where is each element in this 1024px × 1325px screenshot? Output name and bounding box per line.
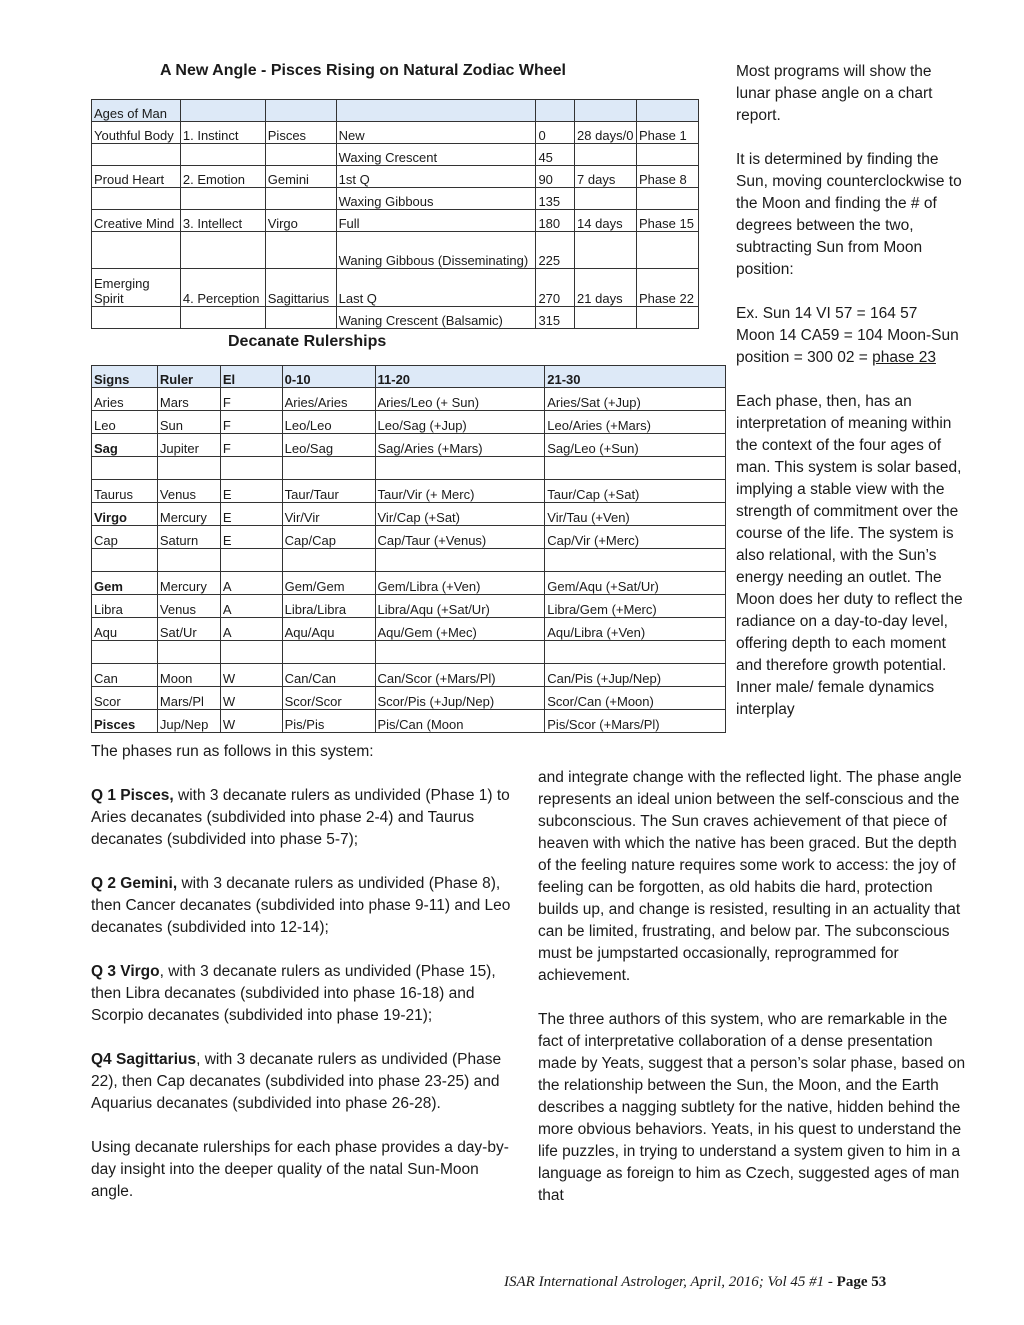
left-column-text (91, 741, 516, 1225)
table-cell: Gem/Libra (+Ven) (375, 572, 545, 595)
table-cell: Libra/Gem (+Merc) (545, 595, 726, 618)
table-cell (157, 549, 220, 572)
journal-name: ISAR International Astrologer, (504, 1274, 687, 1290)
table-cell (265, 144, 336, 166)
table-cell: Sagittarius (265, 269, 336, 307)
paragraph: The three authors of this system, who are remarkable in the fact of interpretative collaboration of a dense presentation made by Yeats, suggest that a person’s solar phase, based on the relationship between the Sun, the Moon, and the Earth describes a nagging subtlety for the native, hidden behind the more obvious behaviors. Yeats, in his quest to understand the life puzzles, in trying to understand a system given to him in a language as foreign to him as Czech, suggested ages of man that (538, 1011, 966, 1204)
table-row (92, 572, 726, 595)
table-cell (180, 144, 265, 166)
table-row (92, 457, 726, 480)
table-cell: 225 (536, 232, 575, 269)
table-cell: E (220, 480, 282, 503)
bold-lead: Q 2 Gemini, (91, 875, 178, 892)
table-cell (375, 457, 545, 480)
table-cell: Gem/Aqu (+Sat/Ur) (545, 572, 726, 595)
table-cell: 4. Perception (180, 269, 265, 307)
table-cell: 180 (536, 210, 575, 232)
table-cell: Virgo (92, 503, 158, 526)
paragraph: Using decanate rulerships for each phase provides a day-by-day insight into the deeper quality of the natal Sun-Moon angle. (91, 1139, 509, 1200)
table-cell: 90 (536, 166, 575, 188)
table-cell: 21 days (575, 269, 637, 307)
table-cell: W (220, 664, 282, 687)
table-cell: 315 (536, 307, 575, 329)
table-cell: Jupiter (157, 434, 220, 457)
table-row (92, 641, 726, 664)
table-cell: Aqu/Gem (+Mec) (375, 618, 545, 641)
table-cell: E (220, 503, 282, 526)
table-cell: 1. Instinct (180, 122, 265, 144)
table-cell: 28 days/0 (575, 122, 637, 144)
paragraph: Each phase, then, has an interpretation of meaning within the context of the four ages of man. This system is solar based, implying a stable view with the strength of commitment over the course of the life. The system is also relational, with the Sun’s energy needing an outlet. The Moon does her duty to reflect the radiance on a day-to-day level, offering depth to each moment and therefore growth potential. Inner male/ female dynamics interplay (736, 393, 963, 718)
table-cell: 0 (536, 122, 575, 144)
table-cell: Scor/Pis (+Jup/Nep) (375, 687, 545, 710)
table-cell: Libra/Libra (282, 595, 375, 618)
table-cell: Sag (92, 434, 158, 457)
table-row (92, 122, 699, 144)
table-cell: Libra/Aqu (+Sat/Ur) (375, 595, 545, 618)
table-row (92, 166, 699, 188)
phase-link: phase 23 (872, 349, 936, 366)
column-header: El (220, 366, 282, 388)
table-cell (637, 232, 699, 269)
bold-lead: Q4 Sagittarius (91, 1051, 197, 1068)
table-row (92, 188, 699, 210)
table-cell: Pis/Pis (282, 710, 375, 733)
table-cell (637, 144, 699, 166)
page-footer (504, 1274, 886, 1291)
issue-date: April, 2016; Vol 45 #1 - (686, 1274, 837, 1290)
table-cell: Sag/Leo (+Sun) (545, 434, 726, 457)
table-cell: Venus (157, 595, 220, 618)
paragraph (91, 873, 516, 939)
table-cell (157, 641, 220, 664)
table-cell: Aries (92, 388, 158, 411)
table-cell: Mercury (157, 503, 220, 526)
table-cell: Aqu (92, 618, 158, 641)
paragraph-text: with 3 decanate rulers as undivided (Phase 1) to Aries decanates (subdivided into phase 2-4) and Taurus decanates (subdivided into phase 5-7); (91, 787, 510, 848)
table-cell: A (220, 595, 282, 618)
table-cell: Taur/Vir (+ Merc) (375, 480, 545, 503)
column-header: 21-30 (545, 366, 726, 388)
table-cell (575, 232, 637, 269)
table-cell: Waning Crescent (Balsamic) (336, 307, 536, 329)
table-cell: Cap (92, 526, 158, 549)
table-cell: Scor/Scor (282, 687, 375, 710)
table-cell (375, 549, 545, 572)
table-row (92, 210, 699, 232)
table-cell: 1st Q (336, 166, 536, 188)
table-cell: F (220, 434, 282, 457)
table-cell: Pisces (92, 710, 158, 733)
paragraph-text: , with 3 decanate rulers as undivided (Phase 22), then Cap decanates (subdivided into phase 23-25) and Aquarius decanates (subdivided into phase 26-28). (91, 1051, 502, 1112)
table-cell (575, 144, 637, 166)
table-cell: Taur/Taur (282, 480, 375, 503)
table-cell: 14 days (575, 210, 637, 232)
table-cell (180, 232, 265, 269)
table-cell (545, 549, 726, 572)
table-cell (92, 188, 181, 210)
table-cell: Taur/Cap (+Sat) (545, 480, 726, 503)
table-cell: Can (92, 664, 158, 687)
paragraph: and integrate change with the reflected light. The phase angle represents an ideal union between the self-conscious and the subconscious. The Sun craves achievement of that piece of heaven with which the native has been graced. But the depth of the feeling nature requires some work to access: the joy of feeling can be forgotten, as old habits die hard, protection builds up, and change is resisted, resulting in an actuality that can be limited, frustrating, and below par. The subconscious must be jumpstarted occasionally, reprogrammed for achievement. (538, 769, 962, 984)
table-cell (575, 188, 637, 210)
example-line: Moon 14 CA59 = 104 Moon-Sun position = 300 02 = (736, 327, 959, 366)
paragraph (91, 961, 516, 1027)
table-cell: E (220, 526, 282, 549)
table-cell: Leo/Leo (282, 411, 375, 434)
table-cell: Jup/Nep (157, 710, 220, 733)
table-cell (92, 457, 158, 480)
table-cell (282, 549, 375, 572)
table-cell: Cap/Vir (+Merc) (545, 526, 726, 549)
table-cell: Mercury (157, 572, 220, 595)
table-cell (180, 307, 265, 329)
right-column-text (736, 61, 968, 743)
table-cell: Can/Pis (+Jup/Nep) (545, 664, 726, 687)
table-row (92, 411, 726, 434)
table-cell (265, 307, 336, 329)
table-cell: Leo/Sag (+Jup) (375, 411, 545, 434)
table-cell: Full (336, 210, 536, 232)
paragraph-text: , with 3 decanate rulers as undivided (Phase 15), then Libra decanates (subdivided into phase 16-18) and Scorpio decanates (subdivided into phase 19-21); (91, 963, 496, 1024)
table-cell (92, 144, 181, 166)
table-row (92, 664, 726, 687)
table-cell: Emerging Spirit (92, 269, 181, 307)
table-cell: A (220, 618, 282, 641)
table-row (92, 480, 726, 503)
table-row (92, 388, 726, 411)
table-row (92, 595, 726, 618)
table-cell: Leo/Aries (+Mars) (545, 411, 726, 434)
table-cell (92, 307, 181, 329)
table-cell: 45 (536, 144, 575, 166)
table-row (92, 307, 699, 329)
table-cell (157, 457, 220, 480)
column-header: Signs (92, 366, 158, 388)
table-cell: Gem/Gem (282, 572, 375, 595)
table-cell (92, 641, 158, 664)
page-number: Page 53 (836, 1274, 887, 1290)
table-cell: Pisces (265, 122, 336, 144)
table-cell (220, 641, 282, 664)
table-cell (265, 232, 336, 269)
decanate-table (91, 365, 726, 733)
table-cell: 3. Intellect (180, 210, 265, 232)
table-cell: Virgo (265, 210, 336, 232)
table-cell: Waxing Crescent (336, 144, 536, 166)
table-cell: Vir/Tau (+Ven) (545, 503, 726, 526)
table-cell: 270 (536, 269, 575, 307)
table-cell (92, 232, 181, 269)
table-cell: Aqu/Libra (+Ven) (545, 618, 726, 641)
table-cell: Scor (92, 687, 158, 710)
table-cell: Creative Mind (92, 210, 181, 232)
table-cell: Phase 15 (637, 210, 699, 232)
bottom-right-text (538, 767, 968, 1229)
table-cell (220, 549, 282, 572)
table-cell: 7 days (575, 166, 637, 188)
table-cell: Aries/Sat (+Jup) (545, 388, 726, 411)
table-header-row (92, 100, 699, 122)
paragraph (91, 785, 516, 851)
table-cell: Leo/Sag (282, 434, 375, 457)
decanate-title: Decanate Rulerships (228, 333, 387, 350)
column-header: 0-10 (282, 366, 375, 388)
table-cell: Pis/Scor (+Mars/Pl) (545, 710, 726, 733)
table-cell (575, 307, 637, 329)
column-header: 11-20 (375, 366, 545, 388)
table-cell: Aries/Leo (+ Sun) (375, 388, 545, 411)
example-paragraph (736, 303, 968, 369)
table-cell: Cap/Cap (282, 526, 375, 549)
table-cell (282, 457, 375, 480)
table-cell: A (220, 572, 282, 595)
bold-lead: Q 3 Virgo (91, 963, 160, 980)
paragraph: It is determined by finding the Sun, moving counterclockwise to the Moon and finding the # of degrees between the two, subtracting Sun from Moon position: (736, 151, 962, 278)
table-cell (265, 188, 336, 210)
table-cell: Sag/Aries (+Mars) (375, 434, 545, 457)
table-title: A New Angle - Pisces Rising on Natural Zodiac Wheel (160, 62, 566, 79)
table-row (92, 549, 726, 572)
table-cell: 135 (536, 188, 575, 210)
table-cell: Waning Gibbous (Disseminating) (336, 232, 536, 269)
example-line: Ex. Sun 14 VI 57 = 164 57 (736, 305, 918, 322)
table-cell (220, 457, 282, 480)
table-cell: W (220, 687, 282, 710)
table-cell (92, 549, 158, 572)
table-row (92, 434, 726, 457)
table-cell: F (220, 388, 282, 411)
table-row (92, 232, 699, 269)
table-cell: W (220, 710, 282, 733)
table-cell: Libra (92, 595, 158, 618)
table-cell: Cap/Taur (+Venus) (375, 526, 545, 549)
table-cell (282, 641, 375, 664)
table-cell: Vir/Vir (282, 503, 375, 526)
table-cell: Last Q (336, 269, 536, 307)
header-cell: Ages of Man (92, 100, 181, 122)
table-cell: Gemini (265, 166, 336, 188)
table-cell: Waxing Gibbous (336, 188, 536, 210)
table-row (92, 269, 699, 307)
table-cell: Gem (92, 572, 158, 595)
table-cell: Pis/Can (Moon (375, 710, 545, 733)
column-header: Ruler (157, 366, 220, 388)
table-cell (545, 641, 726, 664)
table-cell: Vir/Cap (+Sat) (375, 503, 545, 526)
table-cell (180, 188, 265, 210)
table-cell: Phase 1 (637, 122, 699, 144)
table-cell: Leo (92, 411, 158, 434)
table-cell: Sun (157, 411, 220, 434)
table-cell: 2. Emotion (180, 166, 265, 188)
table-cell: Mars (157, 388, 220, 411)
table-cell (637, 188, 699, 210)
table-cell: Scor/Can (+Moon) (545, 687, 726, 710)
paragraph: Most programs will show the lunar phase angle on a chart report. (736, 63, 933, 124)
ages-of-man-table (91, 99, 699, 329)
table-cell: Sat/Ur (157, 618, 220, 641)
table-header-row (92, 366, 726, 388)
table-row (92, 710, 726, 733)
table-cell: Aries/Aries (282, 388, 375, 411)
table-cell: Can/Can (282, 664, 375, 687)
table-row (92, 687, 726, 710)
table-cell: Moon (157, 664, 220, 687)
table-cell: Taurus (92, 480, 158, 503)
table-cell: Youthful Body (92, 122, 181, 144)
paragraph (91, 1049, 516, 1115)
table-cell: Proud Heart (92, 166, 181, 188)
bold-lead: Q 1 Pisces, (91, 787, 174, 804)
paragraph-text: with 3 decanate rulers as undivided (Phase 8), then Cancer decanates (subdivided into phase 9-11) and Leo decanates (subdivided into 12-14); (91, 875, 511, 936)
table-row (92, 144, 699, 166)
table-cell: Saturn (157, 526, 220, 549)
table-row (92, 618, 726, 641)
table-row (92, 503, 726, 526)
table-cell: Aqu/Aqu (282, 618, 375, 641)
table-cell (375, 641, 545, 664)
table-cell: F (220, 411, 282, 434)
table-cell: Venus (157, 480, 220, 503)
paragraph: The phases run as follows in this system: (91, 743, 374, 760)
table-cell (545, 457, 726, 480)
table-cell (637, 307, 699, 329)
table-row (92, 526, 726, 549)
table-cell: Mars/Pl (157, 687, 220, 710)
table-cell: Phase 8 (637, 166, 699, 188)
table-cell: Can/Scor (+Mars/Pl) (375, 664, 545, 687)
table-cell: Phase 22 (637, 269, 699, 307)
table-cell: New (336, 122, 536, 144)
